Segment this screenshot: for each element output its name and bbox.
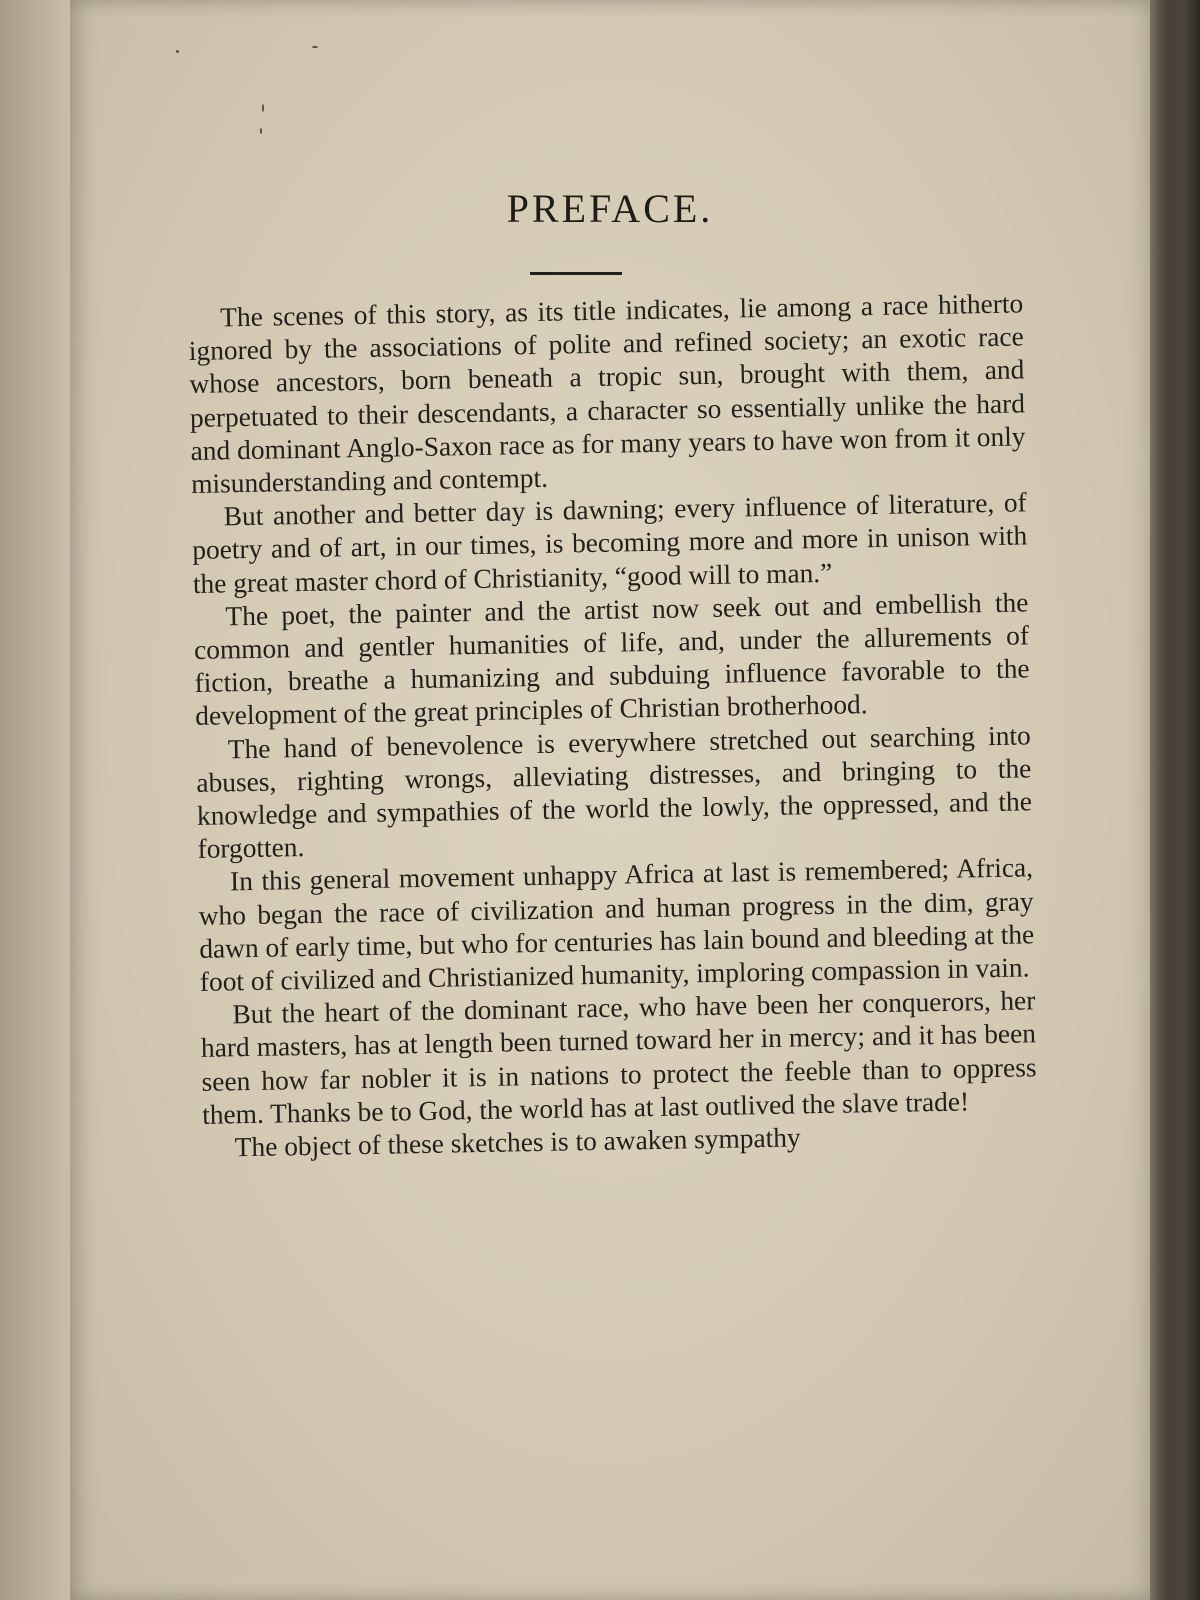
book-page-edge-highlight [1158, 0, 1200, 1600]
paper-speck [260, 128, 262, 134]
paper-speck [312, 46, 318, 48]
paragraph: The hand of benevolence is everywhere stretched out searching into abuses, righting wrongs, alleviating distresses, and bringing to the knowledge and sympathies of the world the lowly, the oppressed, and the forgotten. [196, 720, 1033, 865]
paragraph: But the heart of the dominant race, who have been her conquerors, her hard masters, has at length been turned toward her in mercy; and it has been seen how far nobler it is in nations to protect the feeble than to oppress them. Thanks be to God, the world has at last outlived the slave trade! [200, 985, 1037, 1130]
paragraph: The object of these sketches is to awaken sympathy [234, 1122, 801, 1163]
preface-text [188, 287, 1038, 1165]
paragraph: But another and better day is dawning; every influence of literature, of poetry and of art, in our times, is becoming more and more in unison with the great master chord of Christianity, “good will to man.” [192, 487, 1028, 599]
paper-speck [262, 104, 264, 112]
paragraph: In this general movement unhappy Africa at last is remembered; Africa, who began the race of civilization and human progress in the dim, gray dawn of early time, but who for centuries has lain bound and bleeding at the foot of civilized and Christianized humanity, imploring compassion in vain. [198, 852, 1035, 997]
paper-speck [176, 50, 179, 53]
book-gutter-shadow [0, 0, 80, 1600]
paragraph: The poet, the painter and the artist now seek out and embellish the common and gentler humanities of life, and, under the allurements of fiction, breathe a humanizing and subduing influence favorable to the development of the great principles of Christian brotherhood. [193, 587, 1030, 732]
page-title: PREFACE. [506, 186, 714, 231]
paragraph: The scenes of this story, as its title indicates, lie among a race hitherto ignored by the associations of polite and refined society; an exotic race whose ancestors, born beneath a tropic sun, brought with them, and perpetuated to their descendants, a character so essentially unlike the hard and dominant Anglo-Saxon race as for many years to have won from it only misunderstanding and contempt. [188, 288, 1026, 499]
title-rule [530, 272, 622, 275]
